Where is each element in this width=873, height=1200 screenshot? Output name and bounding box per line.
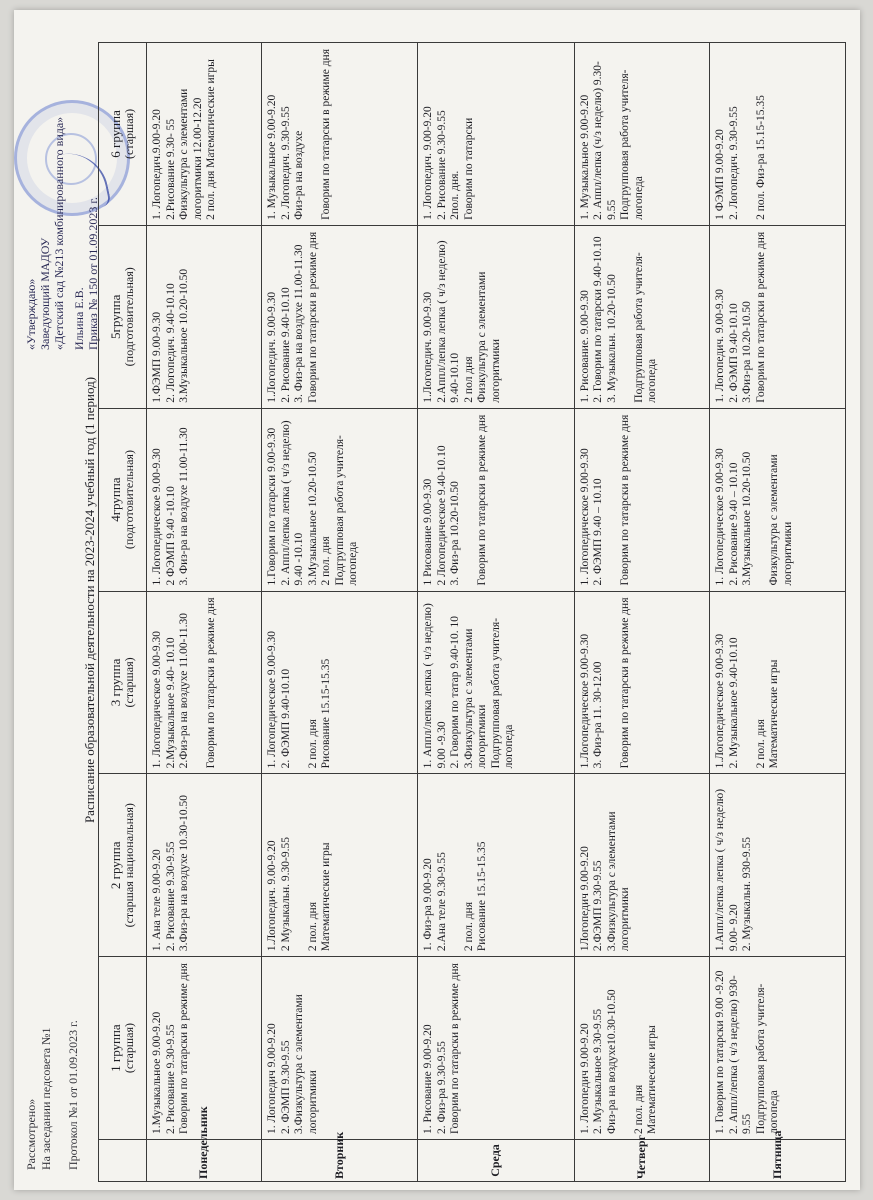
day-label: Четверг bbox=[574, 1140, 710, 1182]
activity-line: 1. Логопедич 9.00-9.20 bbox=[578, 1023, 591, 1134]
activity-line: 1.Музыкальное 9.00-9.20 bbox=[151, 1011, 163, 1134]
activity-line: 1 ФЭМП 9.00-9.20 bbox=[714, 129, 727, 220]
table-body bbox=[147, 43, 846, 1182]
activity-line: 2. Музыкальное 9.30-9.55 bbox=[592, 1008, 605, 1134]
activity-line: Говорим по татарски в режиме дня bbox=[178, 963, 190, 1134]
day-label: Понедельник bbox=[147, 1140, 262, 1182]
activity-line: 2. ФЭМП 9.30-9.55 bbox=[279, 1040, 292, 1134]
activity-line: 2 пол. дня bbox=[462, 902, 475, 952]
activity-line: Математические игры bbox=[320, 842, 333, 952]
schedule-cell bbox=[574, 591, 710, 774]
activity-line: Говорим по татарски в режиме дня bbox=[306, 231, 319, 403]
activity-line: 2. Рисование 9.30-9.55 bbox=[435, 110, 448, 220]
activity-line: Физкультура с элементами логоритмики bbox=[768, 454, 794, 586]
schedule-cell bbox=[574, 408, 710, 591]
activity-line: 1. Логопедич. 9.00-9.30 bbox=[714, 289, 727, 403]
activity-line: Рисование 15.15-15.35 bbox=[320, 658, 333, 769]
activity-line: Говорим по татарски в режиме дня bbox=[754, 231, 767, 403]
group-header-6 bbox=[99, 43, 147, 226]
activity-line: Подгрупповая работа учителя-логопеда bbox=[632, 252, 659, 403]
schedule-cell bbox=[710, 408, 846, 591]
schedule-cell bbox=[262, 408, 418, 591]
activity-line bbox=[619, 962, 633, 1134]
activity-line: Физ-ра на воздухе bbox=[293, 130, 306, 220]
activity-line: 1.Говорим по татарски 9.00-9.30 bbox=[266, 427, 279, 586]
activity-line: Подгрупповая работа учителя-логопеда bbox=[754, 983, 781, 1134]
page-title: Расписание образовательной деятельности на 2023-2024 учебный год (1 период) bbox=[82, 376, 97, 824]
activity-line: 1. Рисование. 9.00-9.30 bbox=[578, 290, 591, 403]
schedule-cell bbox=[262, 591, 418, 774]
schedule-cell bbox=[574, 957, 710, 1140]
activity-line: Говорим по татарски bbox=[462, 117, 475, 220]
activity-line: 3.Физ-ра 10.20-10.50 bbox=[741, 301, 754, 403]
activity-line: Говорим по татарски в режиме дня bbox=[619, 414, 632, 586]
activity-line: 1.Логопедич. 9.00-9.20 bbox=[266, 840, 279, 952]
schedule-cell bbox=[418, 591, 574, 774]
activity-line: 2 пол. дня bbox=[306, 902, 319, 952]
schedule-cell bbox=[147, 591, 262, 774]
activity-line: 1. Говорим по татарски 9.00 -9.20 bbox=[714, 970, 727, 1134]
activity-line: 1.Логопедич. 9.00-9.30 bbox=[266, 291, 279, 403]
activity-line: 2 пол. дня Математические игры bbox=[205, 59, 217, 220]
group-subtitle: (старшая национальная) bbox=[121, 803, 136, 928]
group-header-5 bbox=[99, 225, 147, 408]
group-name: 1 группа bbox=[108, 1024, 123, 1072]
activity-line bbox=[293, 779, 307, 951]
activity-line: Подгрупповая работа учителя-логопеда bbox=[333, 435, 360, 586]
activity-line bbox=[619, 231, 633, 403]
director-name: Ильина Е.В. bbox=[72, 287, 86, 350]
activity-line bbox=[192, 597, 206, 769]
activity-line: 2пол. дня. bbox=[449, 170, 462, 220]
table-header-row bbox=[99, 43, 147, 1182]
activity-line bbox=[741, 48, 755, 220]
activity-line: Говорим по татарски в режиме дня bbox=[476, 414, 489, 586]
schedule-cell bbox=[147, 225, 262, 408]
schedule-cell bbox=[418, 957, 574, 1140]
activity-line bbox=[449, 779, 463, 951]
activity-line: 2. Аппл/лепка лепка ( ч/з неделю) 9.40 -10.10 bbox=[279, 420, 306, 586]
activity-line: 1. Ана теле 9.00-9.20 bbox=[151, 849, 163, 952]
activity-line: 1. Логопедич. 9.00-9.20 bbox=[422, 106, 435, 220]
activity-line bbox=[741, 597, 755, 769]
schedule-cell bbox=[418, 43, 574, 226]
activity-line: 2 пол. дня bbox=[320, 536, 333, 586]
group-name: 3 группа bbox=[108, 658, 123, 707]
activity-line: 2.Аппл/лепка лепка ( ч/з неделю) 9.40-10.10 bbox=[435, 240, 462, 403]
activity-line: 2 пол. Физ-ра 15.15-15.35 bbox=[754, 95, 767, 220]
activity-line: Математические игры bbox=[768, 659, 781, 769]
activity-line: 2. ФЭМП 9.40-10.10 bbox=[279, 668, 292, 769]
activity-line: 1. Логопедическое 9.00-9.30 bbox=[714, 448, 727, 586]
activity-line: 1 Рисование 9.00-9.30 bbox=[422, 478, 435, 586]
activity-line: 2. Логопедич. 9.30-9.55 bbox=[727, 106, 740, 220]
activity-line: 3. Музыкальн. 10.20-10.50 bbox=[605, 274, 618, 403]
activity-line: Физкультура с элементами логоритмики bbox=[476, 271, 502, 403]
table-row bbox=[262, 43, 418, 1182]
activity-line: 3.Физ-ра на воздухе 10.30-10.50 bbox=[178, 795, 190, 952]
activity-line: Подгрупповая работа учителя-логопеда bbox=[619, 69, 645, 220]
table-row bbox=[147, 43, 262, 1182]
activity-line: 2. Говорим по татарски 9.40-10.10 bbox=[592, 236, 605, 403]
activity-line: 1. Логопедическое 9.00-9.30 bbox=[578, 448, 591, 586]
day-label: Среда bbox=[418, 1140, 574, 1182]
table-row bbox=[710, 43, 846, 1182]
group-name: 4группа bbox=[108, 477, 123, 522]
activity-line: 1.Логопедическое 9.00-9.30 bbox=[714, 633, 727, 769]
activity-line: 2. ФЭМП 9.40 – 10.10 bbox=[592, 478, 605, 586]
activity-line: 2. Логопедич. 9.30-9.55 bbox=[279, 106, 292, 220]
document-page bbox=[14, 10, 860, 1190]
schedule-cell bbox=[147, 43, 262, 226]
activity-line: 1. Логопедич.9.00-9.20 bbox=[151, 109, 163, 220]
activity-line: Рисование 15.15-15.35 bbox=[476, 841, 489, 952]
schedule-cell bbox=[262, 225, 418, 408]
activity-line: Физ-ра на воздухе10.30-10.50 bbox=[605, 989, 618, 1134]
activity-line: 3.Музыкальное 10.20-10.50 bbox=[306, 451, 319, 586]
table-row bbox=[418, 43, 574, 1182]
protocol-label: Протокол №1 от 01.09.2023 г. bbox=[66, 1020, 80, 1170]
activity-line: 1.Логопедическое 9.00-9.30 bbox=[578, 633, 591, 769]
schedule-cell bbox=[710, 43, 846, 226]
activity-line: 1Логопедич 9.00-9.20 bbox=[578, 846, 591, 952]
activity-line: 3.Физкультура с элементами логоритмики bbox=[462, 628, 489, 769]
group-subtitle: (старшая) bbox=[121, 657, 136, 708]
activity-line: 1. Музыкальное 9.00-9.20 bbox=[578, 94, 591, 220]
activity-line: 1. Логопедическое 9.00-9.30 bbox=[151, 448, 163, 586]
schedule-cell bbox=[262, 43, 418, 226]
activity-line: 1.Логопедич. 9.00-9.30 bbox=[422, 291, 435, 403]
group-name: 5группа bbox=[108, 294, 123, 339]
group-subtitle: (старшая) bbox=[121, 1023, 136, 1074]
group-header-2 bbox=[99, 774, 147, 957]
schedule-cell bbox=[418, 225, 574, 408]
activity-line: 2.Рисование 9.30- 55 bbox=[164, 118, 177, 220]
activity-line: 2.ФЭМП 9.30-9.55 bbox=[592, 860, 605, 952]
activity-line: 3.Музыкальное 10.20-10.50 bbox=[741, 451, 754, 586]
table-row bbox=[574, 43, 710, 1182]
activity-line: Математические игры bbox=[646, 1025, 659, 1134]
activity-line: 2.Физ-ра на воздухе 11.00-11.30 bbox=[178, 613, 190, 769]
schedule-cell bbox=[418, 408, 574, 591]
activity-line: 3.Музыкальное 10.20-10.50 bbox=[178, 268, 190, 403]
schedule-cell bbox=[147, 408, 262, 591]
schedule-cell bbox=[574, 774, 710, 957]
schedule-cell bbox=[710, 774, 846, 957]
corner-cell bbox=[99, 1140, 147, 1182]
activity-line: Физкультура с элементами логоритмики 12.00-12.20 bbox=[178, 88, 204, 220]
activity-line: 2. Говорим по татар 9.40-10. 10 bbox=[449, 615, 462, 769]
activity-line bbox=[606, 414, 620, 586]
group-header-4 bbox=[99, 408, 147, 591]
group-subtitle: (подготовительная) bbox=[121, 267, 136, 367]
activity-line: 2. Физ-ра 9.30-9.55 bbox=[435, 1041, 448, 1134]
activity-line: 1. Музыкальное 9.00-9.20 bbox=[266, 94, 279, 220]
activity-line: 1. Логопедическое 9.00-9.30 bbox=[266, 631, 279, 769]
activity-line: 2. Рисование 9.40 – 10.10 bbox=[727, 462, 740, 586]
activity-line: 2. Логопедич. 9.40-10.10 bbox=[164, 283, 177, 403]
activity-line: 3. Физ-ра на воздухе 11.00-11.30 bbox=[293, 244, 306, 403]
activity-line: 2 пол. дня bbox=[306, 719, 319, 769]
activity-line: 2 Музыкальн. 9.30-9.55 bbox=[279, 837, 292, 952]
activity-line: Говорим по татарски в режиме дня bbox=[205, 597, 217, 769]
activity-line: 1.ФЭМП 9.00-9.30 bbox=[151, 311, 163, 403]
activity-line: 3. Физ-ра на воздухе 11.00-11.30 bbox=[178, 427, 190, 586]
institution-label: «Детский сад №213 комбинированного вида» bbox=[52, 116, 66, 350]
schedule-cell bbox=[262, 774, 418, 957]
group-name: 2 группа bbox=[108, 841, 123, 890]
activity-line: 3.Физкультура с элементами логоритмики bbox=[605, 811, 632, 952]
activity-line: 1. Логопедическое 9.00-9.30 bbox=[151, 631, 163, 769]
schedule-cell bbox=[710, 591, 846, 774]
schedule-cell bbox=[710, 957, 846, 1140]
activity-line: 2. Аппл/лепка ( ч/з неделю) 930-9.55 bbox=[727, 975, 754, 1134]
group-header-1 bbox=[99, 957, 147, 1140]
activity-line: 2 пол. дня bbox=[754, 719, 767, 769]
activity-line: 3.Физкультура с элементами логоритмики bbox=[293, 994, 319, 1134]
activity-line: 2 Логопедическое 9.40-10.10 bbox=[435, 445, 448, 586]
activity-line: Говорим по татарски в режиме дня bbox=[619, 597, 632, 769]
activity-line: 1.Аппл/лепка лепка ( ч/з неделю) 9.00- 9.20 bbox=[714, 788, 740, 952]
group-subtitle: (старшая) bbox=[121, 108, 136, 159]
activity-line bbox=[293, 597, 307, 769]
activity-line: 2. Аппл/лепка (ч/з неделю) 9.30-9.55 bbox=[592, 61, 618, 220]
activity-line: 2. Музыкальн. 930-9.55 bbox=[741, 837, 754, 952]
activity-line bbox=[755, 414, 769, 586]
group-header-3 bbox=[99, 591, 147, 774]
activity-line: 3. Физ-ра 10.20-10.50 bbox=[449, 481, 462, 586]
activity-line: 2.Музыкальное 9.40- 10.10 bbox=[164, 637, 177, 769]
considered-label: Рассмотрено» bbox=[24, 1098, 38, 1170]
activity-line: 1. Рисование 9.00-9.20 bbox=[422, 1024, 435, 1134]
day-label: Пятница bbox=[710, 1140, 846, 1182]
activity-line bbox=[463, 414, 477, 586]
council-label: На заседании педсовета №1 bbox=[39, 1027, 53, 1170]
activity-line: Говорим по татарски в режиме дня bbox=[449, 963, 462, 1134]
order-label: Приказ № 150 от 01.09.2023 г. bbox=[86, 197, 100, 350]
schedule-cell bbox=[710, 225, 846, 408]
approval-block-left bbox=[24, 810, 81, 1170]
schedule-cell bbox=[574, 43, 710, 226]
activity-line: 2. Рисование 9.30-9.55 bbox=[164, 841, 177, 952]
activity-line: Подгрупповая работа учителя-логопеда bbox=[489, 617, 516, 769]
schedule-table bbox=[98, 42, 846, 1182]
schedule-cell bbox=[574, 225, 710, 408]
activity-line: 2. Рисование 9.30-9.55 bbox=[164, 1024, 177, 1134]
activity-line: 2. Музыкальное 9.40-10.10 bbox=[727, 637, 740, 769]
activity-line: Говорим по татарски в режиме дня bbox=[320, 49, 333, 220]
activity-line: 1. Логопедич 9.00-9.20 bbox=[266, 1023, 279, 1134]
head-label: Заведующий МАДОУ bbox=[38, 237, 52, 350]
activity-line: 2. Рисование 9.40-10.10 bbox=[279, 287, 292, 403]
schedule-cell bbox=[147, 774, 262, 957]
activity-line: 1. Физ-ра 9.00-9.20 bbox=[422, 858, 435, 952]
activity-line: 3. Физ-ра 11. 30-12.00 bbox=[592, 661, 605, 769]
activity-line bbox=[307, 48, 321, 220]
group-subtitle: (подготовительная) bbox=[121, 450, 136, 550]
activity-line: 2.Ана теле 9.30-9.55 bbox=[435, 852, 448, 952]
group-name: 6 группа bbox=[108, 110, 123, 158]
activity-line: 2 пол дня bbox=[462, 356, 475, 403]
activity-line bbox=[606, 597, 620, 769]
schedule-cell bbox=[262, 957, 418, 1140]
activity-line: 1. Аппл/лепка лепка ( ч/з неделю) 9.00 -9.30 bbox=[422, 603, 448, 769]
rotated-content bbox=[14, 10, 860, 1190]
approve-label: «Утверждаю» bbox=[24, 278, 38, 350]
activity-line: 2 пол. дня bbox=[632, 1084, 645, 1134]
activity-line: 2 ФЭМП 9.40 -10.10 bbox=[164, 486, 177, 586]
schedule-cell bbox=[418, 774, 574, 957]
activity-line: 2. ФЭМП 9.40-10.10 bbox=[727, 303, 740, 403]
day-label: Вторник bbox=[262, 1140, 418, 1182]
